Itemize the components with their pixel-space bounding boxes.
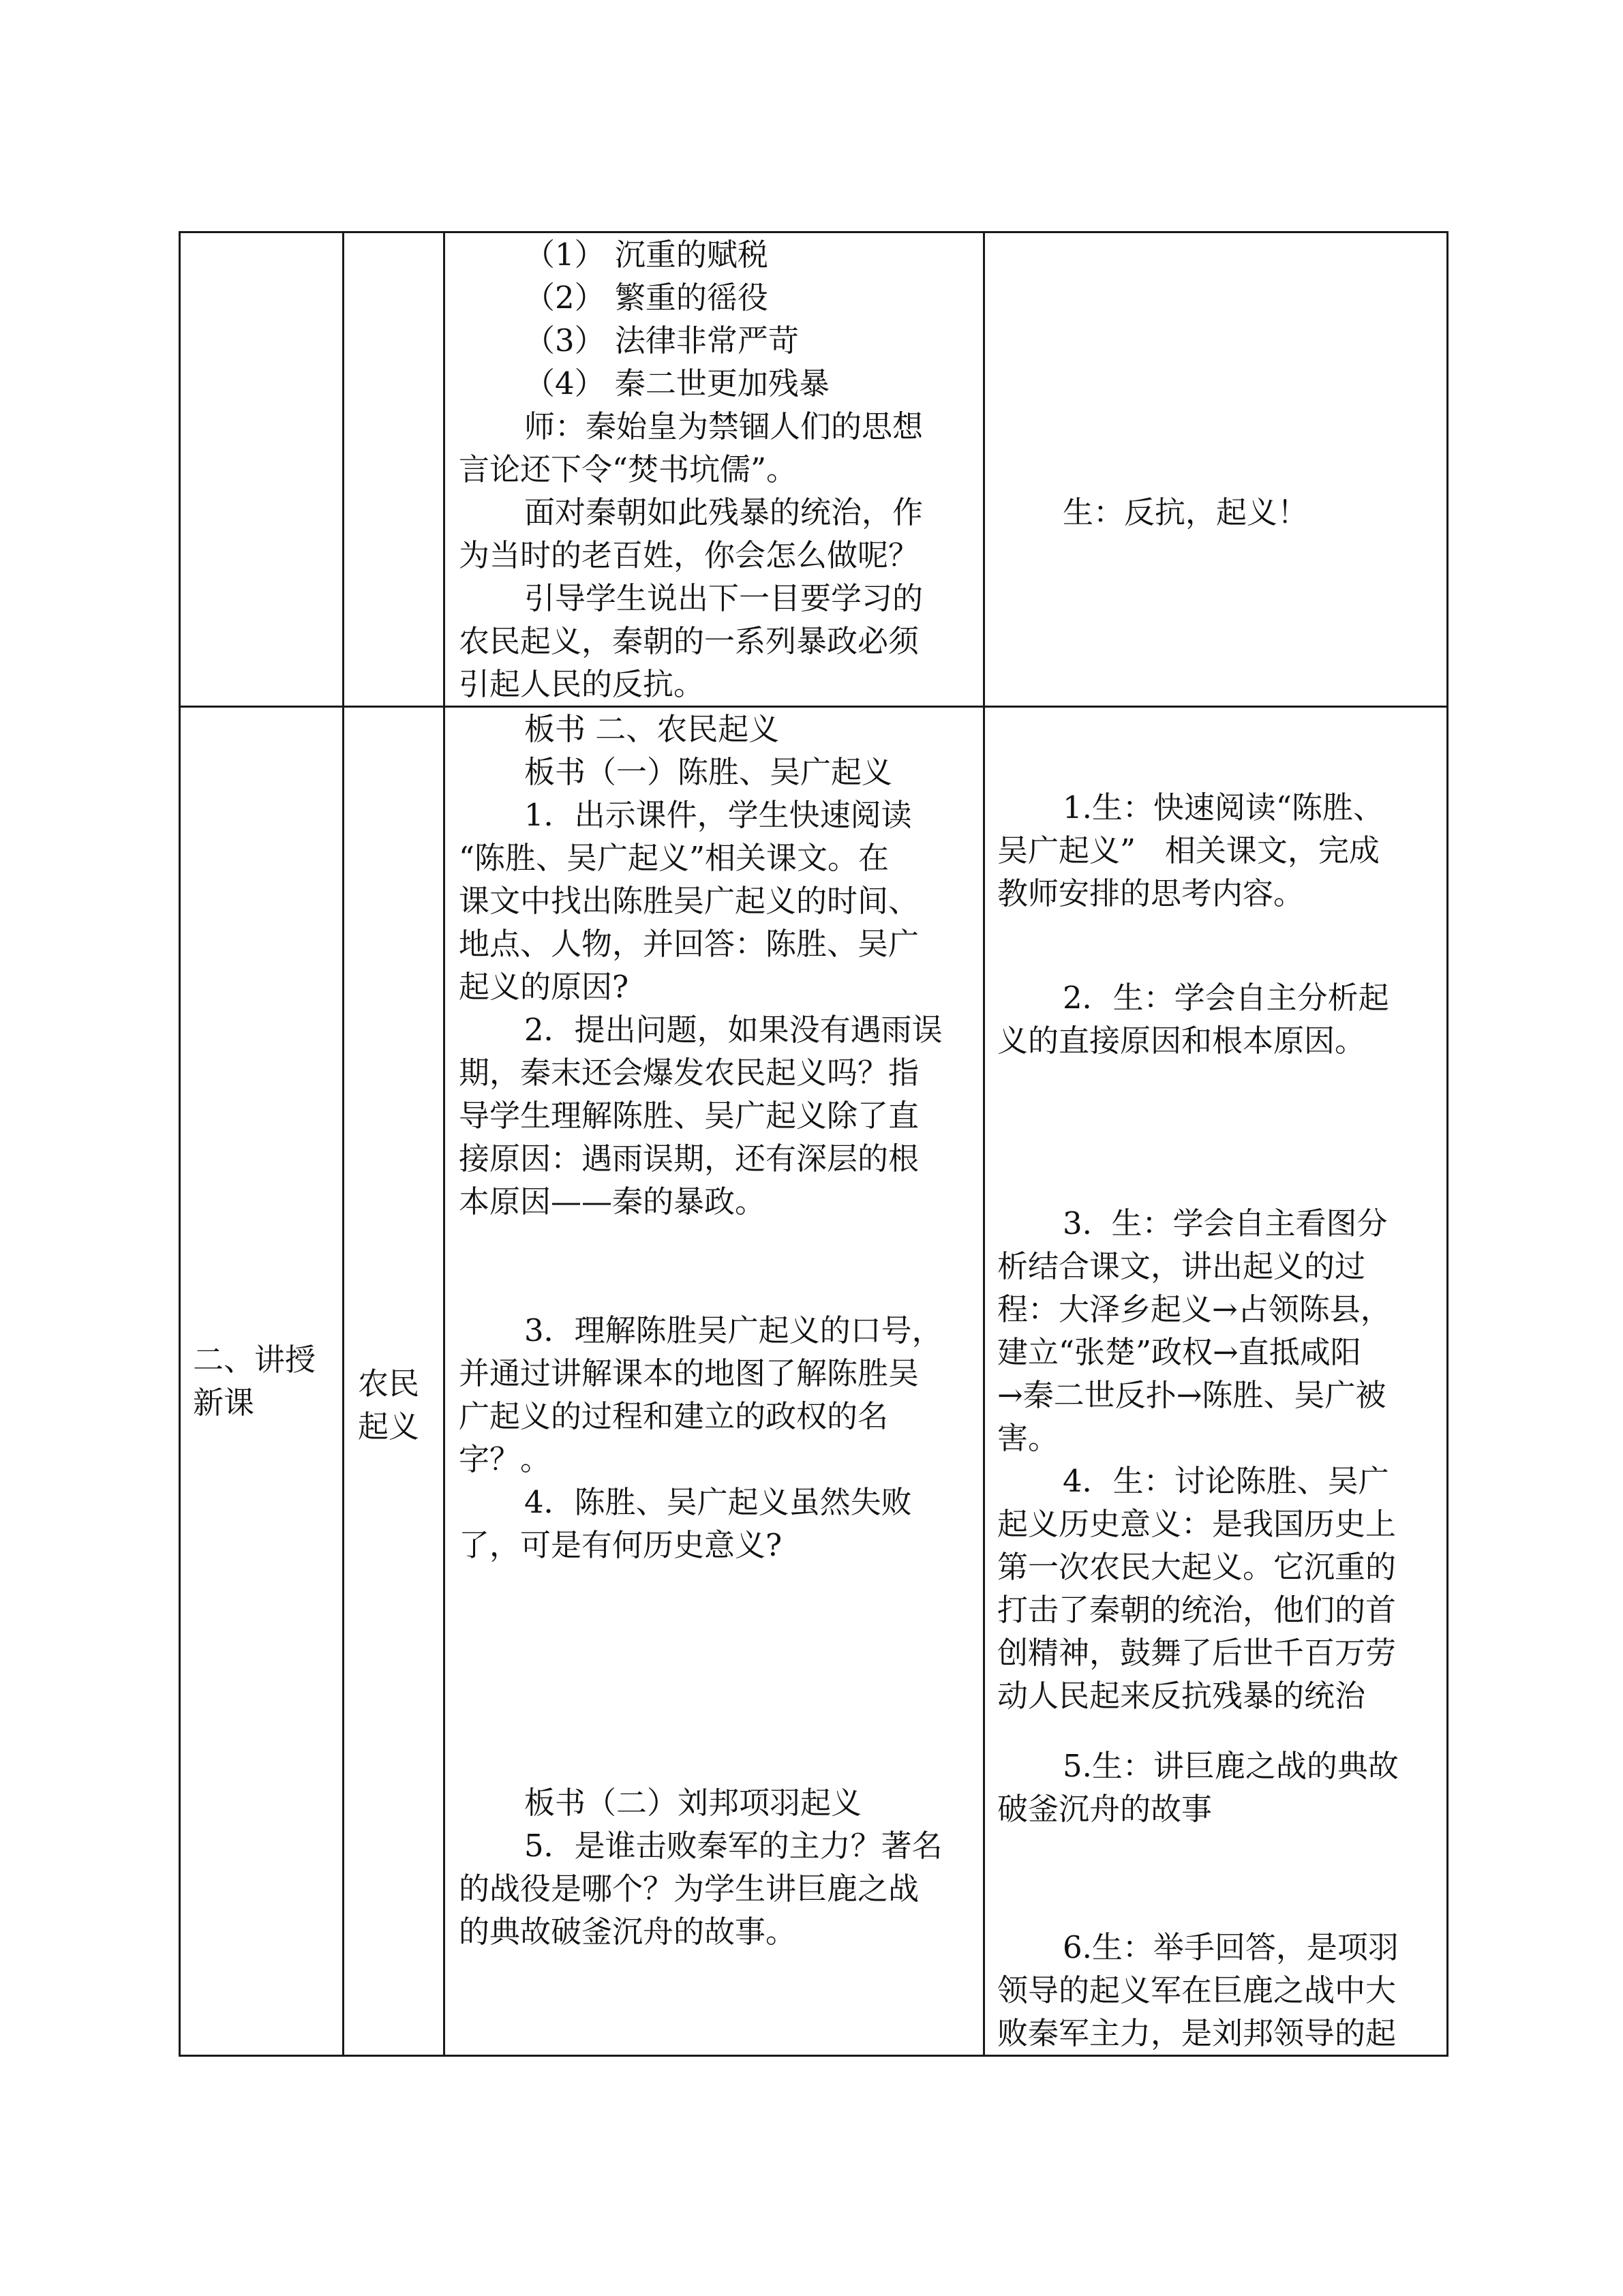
teacher-line: 期，秦末还会爆发农民起义吗？指 [459, 1055, 920, 1091]
teacher-line: （1） 沉重的赋税 [524, 237, 768, 273]
teacher-line: 2．提出问题，如果没有遇雨误 [524, 1012, 943, 1048]
table-row [180, 707, 1448, 2056]
student-line: →秦二世反扑→陈胜、吴广被 [997, 1377, 1386, 1413]
student-line: 程：大泽乡起义→占领陈县， [997, 1291, 1391, 1327]
student-line: 领导的起义军在巨鹿之战中大 [997, 1972, 1397, 2008]
student-line: 败秦军主力，是刘邦领导的起 [997, 2015, 1397, 2051]
teacher-line: 的典故破釜沉舟的故事。 [459, 1914, 797, 1950]
teacher-activity-cell [444, 232, 984, 707]
teacher-line: 课文中找出陈胜吴广起义的时间、 [459, 883, 920, 919]
teacher-line: 板书（一）陈胜、吴广起义 [524, 754, 893, 790]
student-line: 教师安排的思考内容。 [997, 875, 1305, 911]
student-line: 害。 [997, 1420, 1059, 1456]
teacher-line: 农民起义，秦朝的一系列暴政必须 [459, 623, 920, 659]
topic-label: 农民 [358, 1365, 420, 1402]
teacher-line: 引导学生说出下一目要学习的 [524, 580, 924, 616]
student-activity-cell [984, 707, 1448, 2056]
teacher-line: （3） 法律非常严苛 [524, 322, 799, 359]
student-line: 起义历史意义：是我国历史上 [997, 1506, 1397, 1542]
student-line: 2．生：学会自主分析起 [1063, 980, 1389, 1016]
teacher-line: 4．陈胜、吴广起义虽然失败 [524, 1484, 912, 1520]
teacher-line: 板书 二、农民起义 [524, 711, 780, 747]
teacher-line: 了，可是有何历史意义? [459, 1527, 783, 1563]
stage-cell [180, 707, 344, 2056]
student-line: 4．生：讨论陈胜、吴广 [1063, 1463, 1389, 1499]
student-line: 建立“张楚”政权→直抵咸阳 [997, 1334, 1361, 1370]
teacher-line: 为当时的老百姓，你会怎么做呢？ [459, 537, 920, 573]
teacher-line: 的战役是哪个？为学生讲巨鹿之战 [459, 1871, 920, 1907]
student-line: 析结合课文，讲出起义的过 [997, 1248, 1366, 1284]
teacher-line: “陈胜、吴广起义”相关课文。在 [459, 840, 890, 876]
topic-cell [344, 707, 444, 2056]
teacher-line: 字？。 [459, 1441, 551, 1477]
topic-cell-empty [344, 232, 444, 707]
teacher-activity-cell [444, 707, 984, 2056]
student-line: 3. 生：学会自主看图分 [1063, 1205, 1388, 1241]
student-line: 1.生：快速阅读“陈胜、 [1063, 789, 1384, 826]
student-line: 动人民起来反抗残暴的统治 [997, 1678, 1366, 1714]
teacher-line: （4） 秦二世更加残暴 [524, 365, 830, 402]
teacher-line: 接原因：遇雨误期，还有深层的根 [459, 1141, 920, 1177]
table-row [180, 232, 1448, 707]
topic-label: 起义 [358, 1408, 420, 1445]
stage-cell-empty [180, 232, 344, 707]
teacher-line: 3．理解陈胜吴广起义的口号， [524, 1312, 943, 1348]
teacher-line: 地点、人物，并回答：陈胜、吴广 [459, 926, 920, 962]
teacher-line: 并通过讲解课本的地图了解陈胜吴 [459, 1355, 920, 1391]
teacher-line: 面对秦朝如此残暴的统治，作 [524, 494, 924, 530]
stage-label: 新课 [193, 1385, 255, 1421]
teacher-line: （2） 繁重的徭役 [524, 280, 768, 316]
teacher-line: 1．出示课件，学生快速阅读 [524, 797, 912, 833]
student-line: 生：反抗，起义！ [1063, 494, 1309, 530]
teacher-line: 导学生理解陈胜、吴广起义除了直 [459, 1098, 920, 1134]
teacher-line: 言论还下令“焚书坑儒”。 [459, 451, 798, 487]
student-line: 5.生：讲巨鹿之战的典故 [1063, 1748, 1399, 1784]
student-line: 6.生：举手回答，是项羽 [1063, 1929, 1399, 1965]
teacher-line: 师：秦始皇为禁锢人们的思想 [524, 408, 924, 444]
student-line: 破釜沉舟的故事 [997, 1791, 1213, 1827]
lesson-plan-table [179, 231, 1448, 2057]
student-line: 义的直接原因和根本原因。 [997, 1023, 1366, 1059]
teacher-line: 板书（二）刘邦项羽起义 [524, 1785, 862, 1821]
teacher-line: 广起义的过程和建立的政权的名 [459, 1398, 889, 1434]
student-line: 创精神，鼓舞了后世千百万劳 [997, 1635, 1397, 1671]
student-line: 打击了秦朝的统治，他们的首 [997, 1592, 1397, 1628]
teacher-line: 引起人民的反抗。 [459, 666, 705, 702]
teacher-line: 5．是谁击败秦军的主力？著名 [524, 1828, 943, 1864]
stage-label: 二、讲授 [193, 1342, 316, 1378]
student-line: 吴广起义” 相关课文，完成 [997, 832, 1380, 868]
student-line: 第一次农民大起义。它沉重的 [997, 1549, 1397, 1585]
student-activity-cell [984, 232, 1448, 707]
teacher-line: 本原因——秦的暴政。 [459, 1183, 766, 1220]
teacher-line: 起义的原因? [459, 969, 629, 1005]
